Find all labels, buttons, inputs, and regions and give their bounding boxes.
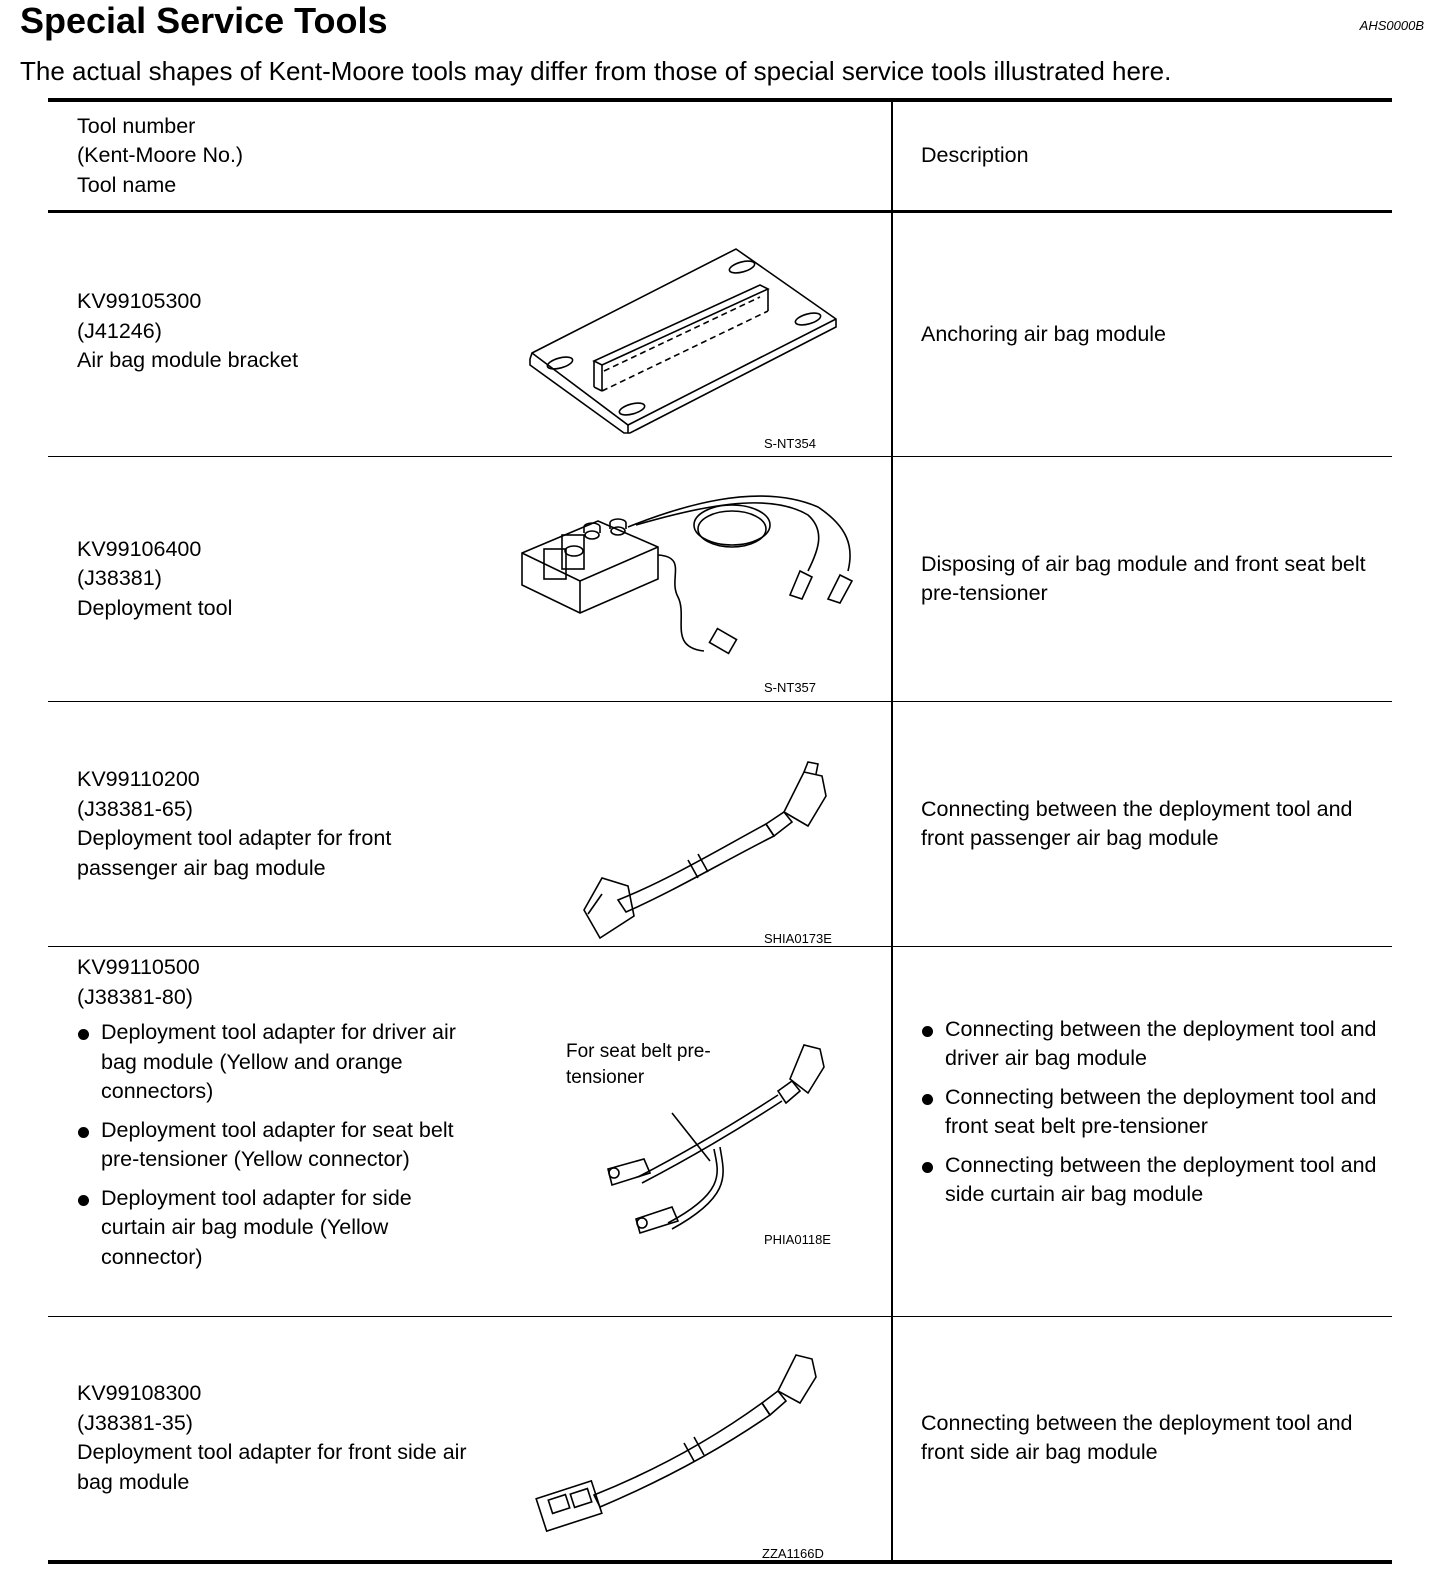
tool-number: KV99106400 [77,536,202,561]
tool-cell [48,947,892,1317]
figure-callout: For seat belt pre-tensioner [566,1041,711,1088]
description: Disposing of air bag module and front seat belt pre-tensioner [892,457,1392,702]
tool-name-list [48,1018,457,1272]
tools-table [48,98,1392,1564]
tool-cell [48,457,892,702]
section-code: AHS0000B [1359,18,1424,33]
list-item: Deployment tool adapter for driver air bag module (Yellow and orange connectors) [77,1018,457,1107]
kent-moore-number: (J41246) [77,318,162,343]
figure-code: PHIA0118E [764,1232,831,1247]
list-item: Connecting between the deployment tool and driver air bag module [921,1015,1392,1074]
kent-moore-number: (J38381-65) [77,796,193,821]
figure-code: SHIA0173E [764,931,832,946]
table-row [48,457,1392,702]
description-cell [892,947,1392,1317]
list-item: Deployment tool adapter for side curtain air bag module (Yellow connector) [77,1184,457,1273]
header-tool-name: Tool name [77,172,177,197]
side-adapter-illustration [534,1345,824,1535]
tool-name: Air bag module bracket [77,348,299,373]
description [892,1317,1392,1562]
kent-moore-number: (J38381-80) [77,984,193,1009]
table-row [48,1317,1392,1562]
list-item: Connecting between the deployment tool and front seat belt pre-tensioner [921,1083,1392,1142]
deployment-tool-illustration [518,487,858,677]
header-description: Description [892,100,1392,212]
tool-number: KV99110500 [77,955,200,979]
description-text: Connecting between the deployment tool and front passenger air bag module [921,796,1353,850]
figure-code: ZZA1166D [762,1546,824,1561]
table-row [48,947,1392,1317]
figure-code: S-NT357 [764,680,817,695]
header-kent-moore: (Kent-Moore No.) [77,143,244,168]
tool-name: Deployment tool adapter for front side air bag module [77,1440,467,1494]
tool-number: KV99105300 [77,289,202,314]
tool-name: Deployment tool adapter for front passenger air bag module [77,826,392,880]
bracket-illustration [524,241,844,441]
tool-name: Deployment tool [77,595,233,620]
table-header-row [48,100,1392,212]
kent-moore-number: (J38381-35) [77,1410,193,1435]
figure-code: S-NT354 [764,436,817,451]
tool-cell [48,702,892,947]
adapter-cable-illustration [578,750,848,940]
list-item: Deployment tool adapter for seat belt pre-tensioner (Yellow connector) [77,1116,457,1175]
table-row [48,702,1392,947]
tool-cell [48,212,892,457]
description [892,702,1392,947]
header-tool-cell [48,100,892,212]
description-text: Connecting between the deployment tool and front side air bag module [921,1410,1353,1465]
kent-moore-number: (J38381) [77,566,162,591]
table-row [48,212,1392,457]
list-item: Connecting between the deployment tool and side curtain air bag module [921,1151,1392,1210]
tool-number: KV99110200 [77,767,200,791]
page-subtitle: The actual shapes of Kent-Moore tools may differ from those of special service tools illustrated here. [20,56,1172,86]
description-list [921,1015,1392,1210]
page-title: Special Service Tools [20,0,388,41]
header-tool-number: Tool number [77,113,196,138]
tool-number: KV99108300 [77,1381,202,1406]
tool-cell [48,1317,892,1562]
description: Anchoring air bag module [892,212,1392,457]
twin-adapter-illustration [578,1031,848,1251]
